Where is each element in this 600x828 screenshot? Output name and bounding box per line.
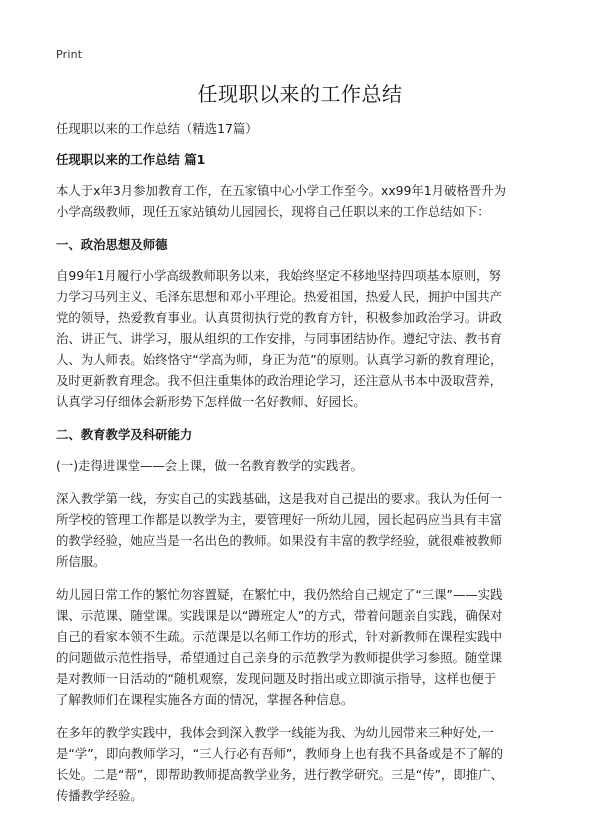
- intro-paragraph: [56, 180, 544, 222]
- paragraph-line: 党的领导，热爱教育事业。认真贯彻执行党的教育方针，积极参加政治学习。讲政: [56, 310, 503, 325]
- paragraph-line: 深入教学第一线，夯实自己的实践基础，这是我对自己提出的要求。我认为任何一: [56, 491, 503, 506]
- paragraph-line: 的教学经验，她应当是一名出色的教师。如果没有丰富的教学经验，就很难被教师: [56, 533, 503, 548]
- paragraph-line: 是对教师一日活动的“随机观察，发现问题及时指出或立即演示指导，这样也便于: [56, 671, 497, 686]
- paragraph-line: 治、讲正气、讲学习，服从组织的工作安排，与同事团结协作。遵纪守法、教书育: [56, 331, 503, 346]
- section-heading-teaching: 二、教育教学及科研能力: [56, 427, 193, 442]
- section-heading-politics: 一、政治思想及师德: [56, 237, 168, 252]
- document-subtitle: 任现职以来的工作总结（精选17篇）: [56, 121, 258, 136]
- paragraph-line: 本人于x年3月参加教育工作，在五家镇中心小学工作至今。xx99年1月破格晋升为: [56, 183, 507, 198]
- print-label[interactable]: Print: [56, 48, 83, 61]
- paragraph-line: 自己的看家本领不生疏。示范课是以名师工作坊的形式，针对新教师在课程实践中: [56, 629, 503, 644]
- section2-paragraph-3: [56, 722, 544, 806]
- paragraph-line: 小学高级教师，现任五家站镇幼儿园园长，现将自己任职以来的工作总结如下：: [56, 204, 490, 219]
- paragraph-line: 认真学习仔细体会新形势下怎样做一名好教师、好园长。: [56, 394, 366, 409]
- paragraph-line: 长处。二是“帮”，即帮助教师提高教学业务，进行教学研究。三是“传”，即推广、: [56, 767, 503, 782]
- paragraph-line: 课、示范课、随堂课。实践课是以“蹲班定人”的方式，带着问题亲自实践，确保对: [56, 608, 503, 623]
- section2-paragraph-2: [56, 584, 544, 710]
- paragraph-line: 及时更新教育理念。我不但注重集体的政治理论学习，还注意从书本中汲取营养，: [56, 373, 503, 388]
- paragraph-line: 是“学”，即向教师学习，“三人行必有吾师”，教师身上也有我不具备或是不了解的: [56, 746, 503, 761]
- paragraph-line: 所信服。: [56, 554, 106, 569]
- section2-subheading: [56, 455, 544, 476]
- article-heading: 任现职以来的工作总结 篇1: [56, 152, 206, 167]
- paragraph-line: 幼儿园日常工作的繁忙勿容置疑，在繁忙中，我仍然给自己规定了“三课”——实践: [56, 587, 503, 602]
- section2-paragraph-1: [56, 488, 544, 572]
- paragraph-line: 传播教学经验。: [56, 788, 143, 803]
- paragraph-line: 了解教师们在课程实施各方面的情况，掌握各种信息。: [56, 692, 354, 707]
- document-title: 任现职以来的工作总结: [197, 82, 403, 106]
- paragraph-line: 所学校的管理工作都是以教学为主，要管理好一所幼儿园，园长起码应当具有丰富: [56, 512, 503, 527]
- section1-paragraph: [56, 265, 544, 412]
- paragraph-line: 力学习马列主义、毛泽东思想和邓小平理论。热爱祖国，热爱人民，拥护中国共产: [56, 289, 503, 304]
- paragraph-line: (一)走得进课堂——会上课，做一名教育教学的实践者。: [56, 458, 364, 473]
- document-body: [56, 118, 544, 818]
- paragraph-line: 在多年的教学实践中，我体会到深入教学一线能为我、为幼儿园带来三种好处,一: [56, 725, 494, 740]
- paragraph-line: 自99年1月履行小学高级教师职务以来，我始终坚定不移地坚持四项基本原则，努: [56, 268, 501, 283]
- paragraph-line: 的问题做示范性指导，希望通过自己亲身的示范教学为教师提供学习参照。随堂课: [56, 650, 503, 665]
- paragraph-line: 人、为人师表。始终恪守“学高为师，身正为范”的原则。认真学习新的教育理论，: [56, 352, 503, 367]
